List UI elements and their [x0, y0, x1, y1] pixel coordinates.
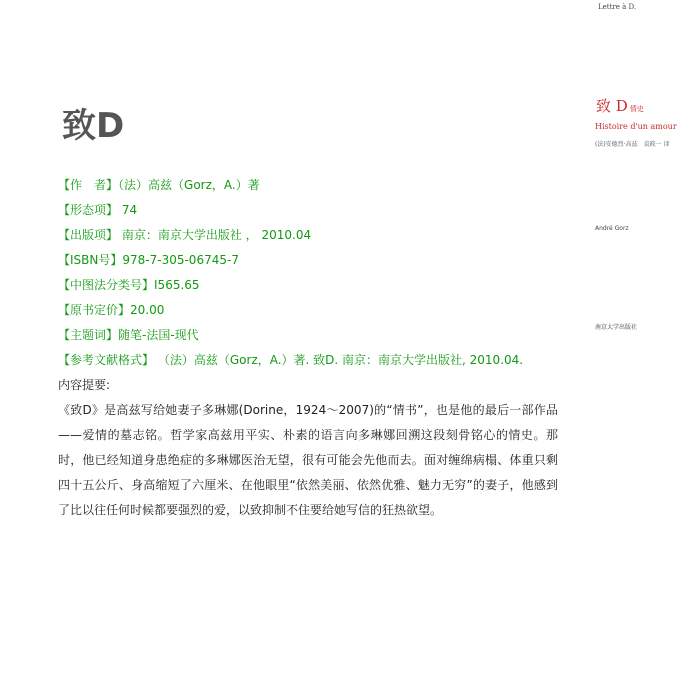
summary-text: 《致D》是高兹写给她妻子多琳娜(Dorine，1924～2007)的“情书”，也是他的最后一部作品——爱情的墓志铭。哲学家高兹用平实、朴素的语言向多琳娜回溯这段刻骨铭心的情史。那时，他已经知道身患绝症的多琳娜医治无望，很有可能会先他而去。面对缠绵病榻、体重只剩四十五公斤、身高缩短了六厘米、在他眼里“依然美丽、依然优雅、魅力无穷”的妻子，他感到了比以往任何时候都要强烈的爱，以致抑制不住要给她写信的狂热欲望。	[58, 403, 558, 517]
record-price	[58, 298, 588, 323]
record-label: 【ISBN号】	[58, 253, 123, 267]
record-pages	[58, 198, 588, 223]
record-value: 978-7-305-06745-7	[122, 253, 239, 267]
cover-title-text: 致 D	[596, 97, 628, 115]
book-cover	[584, 0, 700, 345]
summary-heading: 内容提要:	[58, 378, 111, 392]
cover-title	[596, 95, 644, 116]
record-value: 74	[121, 203, 138, 217]
record-label: 【作 者】	[58, 178, 119, 192]
page-title: 致D	[62, 106, 125, 146]
record-label: 【参考文献格式】	[58, 353, 155, 367]
cover-publisher: 南京大学出版社	[595, 324, 638, 331]
cover-title-sub: 情史	[629, 105, 644, 113]
record-label: 【出版项】	[58, 228, 119, 242]
record-value: I565.65	[154, 278, 200, 292]
record-label: 【中图法分类号】	[58, 278, 155, 292]
record-label: 【主题词】	[58, 328, 119, 342]
cover-top-text: Lettre à D.	[598, 3, 637, 11]
record-value: 20.00	[130, 303, 165, 317]
record-metadata	[58, 173, 588, 373]
record-label: 【形态项】	[58, 203, 119, 217]
cover-author: André Gorz	[595, 225, 629, 232]
record-label: 【原书定价】	[58, 303, 131, 317]
record-subject	[58, 323, 588, 348]
record-classification	[58, 273, 588, 298]
record-isbn	[58, 248, 588, 273]
record-citation	[58, 348, 588, 373]
record-author	[58, 173, 588, 198]
record-value: 随笔-法国-现代	[118, 328, 199, 342]
record-value: 南京：南京大学出版社 ， 2010.04	[121, 228, 312, 242]
cover-original-title: Histoire d'un amour	[595, 122, 677, 131]
cover-translator: (法)安德烈·高兹 袁筱一 译	[595, 141, 670, 148]
record-value: （法）高兹（Gorz，A.）著	[118, 178, 260, 192]
record-value: （法）高兹（Gorz，A.）著. 致D. 南京：南京大学出版社, 2010.04.	[157, 353, 524, 367]
record-publisher	[58, 223, 588, 248]
